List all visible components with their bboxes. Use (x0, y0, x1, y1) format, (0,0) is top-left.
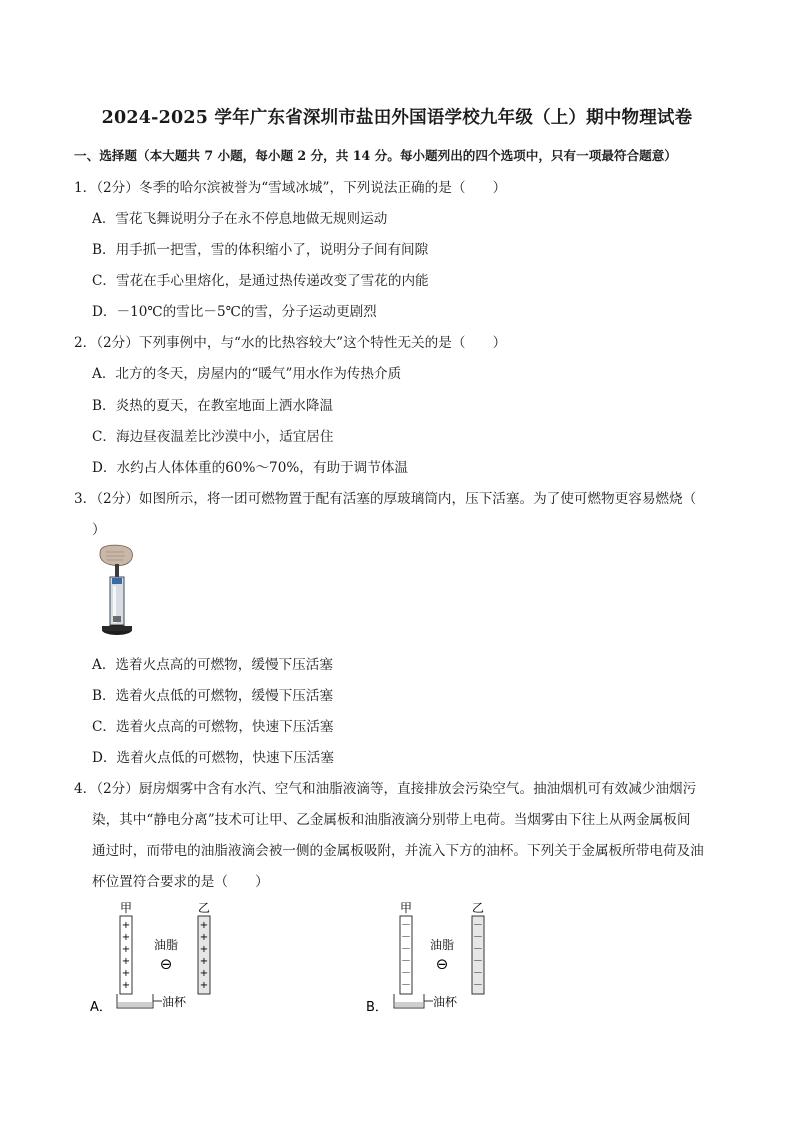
q4-stem-line4: 杯位置符合要求的是（ ） (92, 874, 269, 890)
charge-sign: + (121, 944, 131, 955)
figure-b-plate-right-label: 乙 (471, 901, 485, 915)
charge-sign: － (401, 968, 411, 979)
charge-sign: + (199, 968, 209, 979)
q1-option-b[interactable]: B．用手抓一把雪，雪的体积缩小了，说明分子间有间隙 (92, 242, 429, 258)
figure-b-plate-left-label: 甲 (399, 901, 413, 915)
q4-stem-line2: 染，其中“静电分离”技术可让甲、乙金属板和油脂液滴分别带上电荷。当烟雾由下往上从两金属板间 (92, 812, 691, 828)
charge-sign: － (473, 944, 483, 955)
q1-option-a[interactable]: A．雪花飞舞说明分子在永不停息地做无规则运动 (92, 211, 388, 227)
q1-option-c[interactable]: C．雪花在手心里熔化，是通过热传递改变了雪花的内能 (92, 273, 429, 289)
figure-a-plate-left-label: 甲 (119, 901, 133, 915)
charge-sign: + (121, 932, 131, 943)
q3-piston-figure (94, 544, 144, 639)
q3-option-c[interactable]: C．选着火点高的可燃物，快速下压活塞 (92, 719, 334, 735)
charge-sign: + (121, 920, 131, 931)
q4-figure-b[interactable] (366, 898, 496, 1020)
charge-sign: － (473, 968, 483, 979)
section-heading: 一、选择题（本大题共 7 小题，每小题 2 分，共 14 分。每小题列出的四个选项中，只有一项最符合题意） (74, 148, 677, 163)
charge-sign: － (401, 944, 411, 955)
q4-stem-line1: 4．（2分）厨房烟雾中含有水汽、空气和油脂液滴等，直接排放会污染空气。抽油烟机可有效减少油烟污 (74, 781, 697, 797)
q2-option-b[interactable]: B．炎热的夏天，在教室地面上洒水降温 (92, 398, 334, 414)
q2-option-c[interactable]: C．海边昼夜温差比沙漠中小，适宜居住 (92, 429, 334, 445)
charge-sign: － (473, 932, 483, 943)
q1-stem: 1．（2分）冬季的哈尔滨被誉为“雪域冰城”，下列说法正确的是（ ） (74, 180, 507, 196)
figure-a-option-label: A． (90, 1000, 112, 1015)
charge-sign: － (473, 920, 483, 931)
figure-a-drop-label: 油脂 (153, 938, 179, 952)
charge-sign: + (199, 932, 209, 943)
q1-option-d[interactable]: D．－10℃的雪比－5℃的雪，分子运动更剧烈 (92, 304, 377, 320)
charge-sign: + (199, 980, 209, 991)
charge-sign: － (401, 920, 411, 931)
figure-b-option-label: B． (366, 1000, 388, 1015)
figure-b-drop-icon: ⊖ (435, 955, 449, 973)
exam-title: 2024-2025 学年广东省深圳市盐田外国语学校九年级（上）期中物理试卷 (101, 108, 693, 128)
q3-option-d[interactable]: D．选着火点低的可燃物，快速下压活塞 (92, 750, 334, 766)
charge-sign: + (121, 980, 131, 991)
q2-option-a[interactable]: A．北方的冬天，房屋内的“暖气”用水作为传热介质 (92, 366, 402, 382)
q2-option-d[interactable]: D．水约占人体体重的60%～70%，有助于调节体温 (92, 460, 409, 476)
charge-sign: + (199, 956, 209, 967)
q3-stem-line2: ） (92, 522, 106, 538)
q3-option-a[interactable]: A．选着火点高的可燃物，缓慢下压活塞 (92, 657, 333, 673)
figure-a-plate-right-label: 乙 (197, 901, 211, 915)
figure-b-drop-label: 油脂 (429, 938, 455, 952)
figure-a-cup-label: 油杯 (162, 995, 187, 1009)
q2-stem: 2．（2分）下列事例中，与“水的比热容较大”这个特性无关的是（ ） (74, 335, 507, 351)
q4-figure-a[interactable] (90, 898, 220, 1020)
charge-sign: － (401, 956, 411, 967)
figure-a-drop-icon: ⊖ (159, 955, 173, 973)
charge-sign: － (473, 956, 483, 967)
charge-sign: + (199, 920, 209, 931)
charge-sign: + (121, 956, 131, 967)
charge-sign: － (401, 932, 411, 943)
q4-stem-line3: 通过时，而带电的油脂液滴会被一侧的金属板吸附，并流入下方的油杯。下列关于金属板所带电荷及油 (92, 843, 704, 859)
charge-sign: － (401, 980, 411, 991)
charge-sign: － (473, 980, 483, 991)
charge-sign: + (199, 944, 209, 955)
q3-option-b[interactable]: B．选着火点低的可燃物，缓慢下压活塞 (92, 688, 334, 704)
q3-stem-line1: 3．（2分）如图所示，将一团可燃物置于配有活塞的厚玻璃筒内，压下活塞。为了使可燃物更容易燃烧（ (74, 491, 697, 507)
figure-b-cup-label: 油杯 (433, 995, 458, 1009)
hand-icon (100, 545, 132, 565)
charge-sign: + (121, 968, 131, 979)
